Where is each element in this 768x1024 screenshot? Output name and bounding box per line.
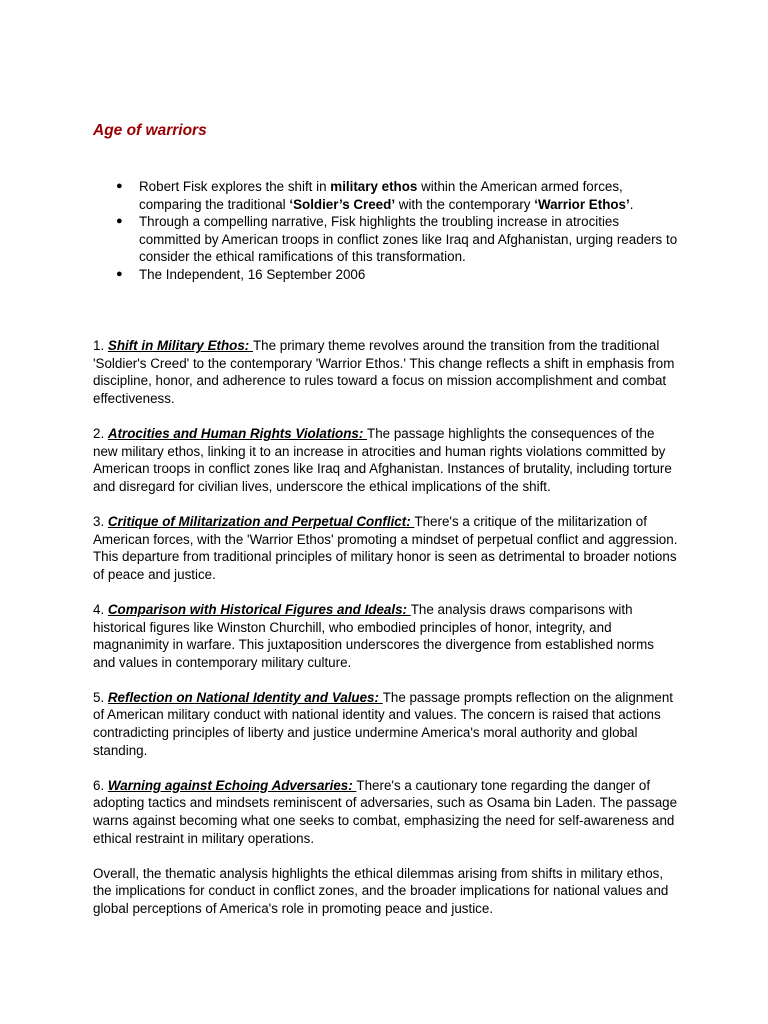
- section-heading: Critique of Militarization and Perpetual Conflict:: [107, 513, 415, 529]
- bullet-dot-icon: ●: [116, 215, 123, 228]
- bullet-dot-icon: ●: [116, 267, 123, 280]
- summary-bullet: ● Robert Fisk explores the shift in military ethos within the American armed forces, comparing the traditional ‘Soldier’s Creed’ with the contemporary ‘Warrior Ethos’.: [116, 179, 634, 212]
- section-body: The passage prompts reflection on the alignment of American military conduct with national identity and values. The concern is raised that actions contradicting principles of liberty and justice undermine America's moral authority and global standing.: [93, 689, 673, 758]
- section-body: The passage highlights the consequences of the new military ethos, linking it to an increase in atrocities and human rights violations committed by American troops in conflict zones like Iraq and Afghanistan. Instances of brutality, including torture and disregard for civilian lives, underscore the ethical implications of the shift.: [93, 425, 672, 494]
- section-heading: Warning against Echoing Adversaries:: [107, 777, 357, 793]
- section-body: The primary theme revolves around the transition from the traditional 'Soldier's Creed' to the contemporary 'Warrior Ethos.' This change reflects a shift in emphasis from discipline, honor, and adherence to rules toward a focus on mission accomplishment and combat effectiveness.: [93, 338, 675, 406]
- section-body: The analysis draws comparisons with historical figures like Winston Churchill, who embodied principles of honor, integrity, and magnanimity in warfare. This juxtaposition underscores the divergence from established norms and values in contemporary military culture.: [93, 601, 654, 670]
- summary-bullet: ● The Independent, 16 September 2006: [116, 266, 366, 282]
- section-heading: Atrocities and Human Rights Violations:: [107, 425, 368, 441]
- section-heading: Comparison with Historical Figures and Ideals:: [107, 601, 411, 617]
- theme-section: 1. Shift in Military Ethos: The primary theme revolves around the transition from the traditional 'Soldier's Creed' to the contemporary 'Warrior Ethos.' This change reflects a shift in emphasis from discipline, honor, and adherence to rules toward a focus on mission accomplishment and combat effectiveness.: [93, 338, 675, 406]
- section-body: There's a critique of the militarization of American forces, with the 'Warrior Ethos' promoting a mindset of perpetual conflict and aggression. This departure from traditional principles of military honor is seen as detrimental to broader notions of peace and justice.: [93, 513, 678, 582]
- conclusion-paragraph: Overall, the thematic analysis highlights the ethical dilemmas arising from shifts in military ethos, the implications for conduct in conflict zones, and the broader implications for national values and global perceptions of America's role in promoting peace and justice.: [93, 865, 669, 916]
- theme-section: 3. Critique of Militarization and Perpetual Conflict: There's a critique of the militarization of American forces, with the 'Warrior Ethos' promoting a mindset of perpetual conflict and aggression. This departure from traditional principles of military honor is seen as detrimental to broader notions of peace and justice.: [93, 513, 678, 582]
- theme-section: 6. Warning against Echoing Adversaries: There's a cautionary tone regarding the danger of adopting tactics and mindsets reminiscent of adversaries, such as Osama bin Laden. The passage warns against becoming what one seeks to combat, emphasizing the need for self-awareness and ethical restraint in military operations.: [93, 777, 678, 846]
- section-heading: Reflection on National Identity and Values:: [107, 689, 383, 705]
- theme-section: 5. Reflection on National Identity and Values: The passage prompts reflection on the alignment of American military conduct with national identity and values. The concern is raised that actions contradicting principles of liberty and justice undermine America's moral authority and global standing.: [93, 689, 673, 758]
- theme-sections: [93, 337, 678, 935]
- theme-section: 4. Comparison with Historical Figures and Ideals: The analysis draws comparisons with historical figures like Winston Churchill, who embodied principles of honor, integrity, and magnanimity in warfare. This juxtaposition underscores the divergence from established norms and values in contemporary military culture.: [93, 601, 654, 670]
- section-body: There's a cautionary tone regarding the danger of adopting tactics and mindsets reminiscent of adversaries, such as Osama bin Laden. The passage warns against becoming what one seeks to combat, emphasizing the need for self-awareness and ethical restraint in military operations.: [93, 777, 678, 846]
- bullet-dot-icon: ●: [116, 180, 123, 192]
- document-title: Age of warriors: [93, 122, 207, 139]
- summary-bullet: ● Through a compelling narrative, Fisk highlights the troubling increase in atrocities committed by American troops in conflict zones like Iraq and Afghanistan, urging readers to consider the ethical ramifications of this transformation.: [116, 214, 678, 265]
- section-heading: Shift in Military Ethos:: [107, 338, 253, 353]
- theme-section: 2. Atrocities and Human Rights Violations: The passage highlights the consequences of the new military ethos, linking it to an increase in atrocities and human rights violations committed by American troops in conflict zones like Iraq and Afghanistan. Instances of brutality, including torture and disregard for civilian lives, underscore the ethical implications of the shift.: [93, 425, 672, 494]
- summary-bullet-list: [93, 178, 683, 284]
